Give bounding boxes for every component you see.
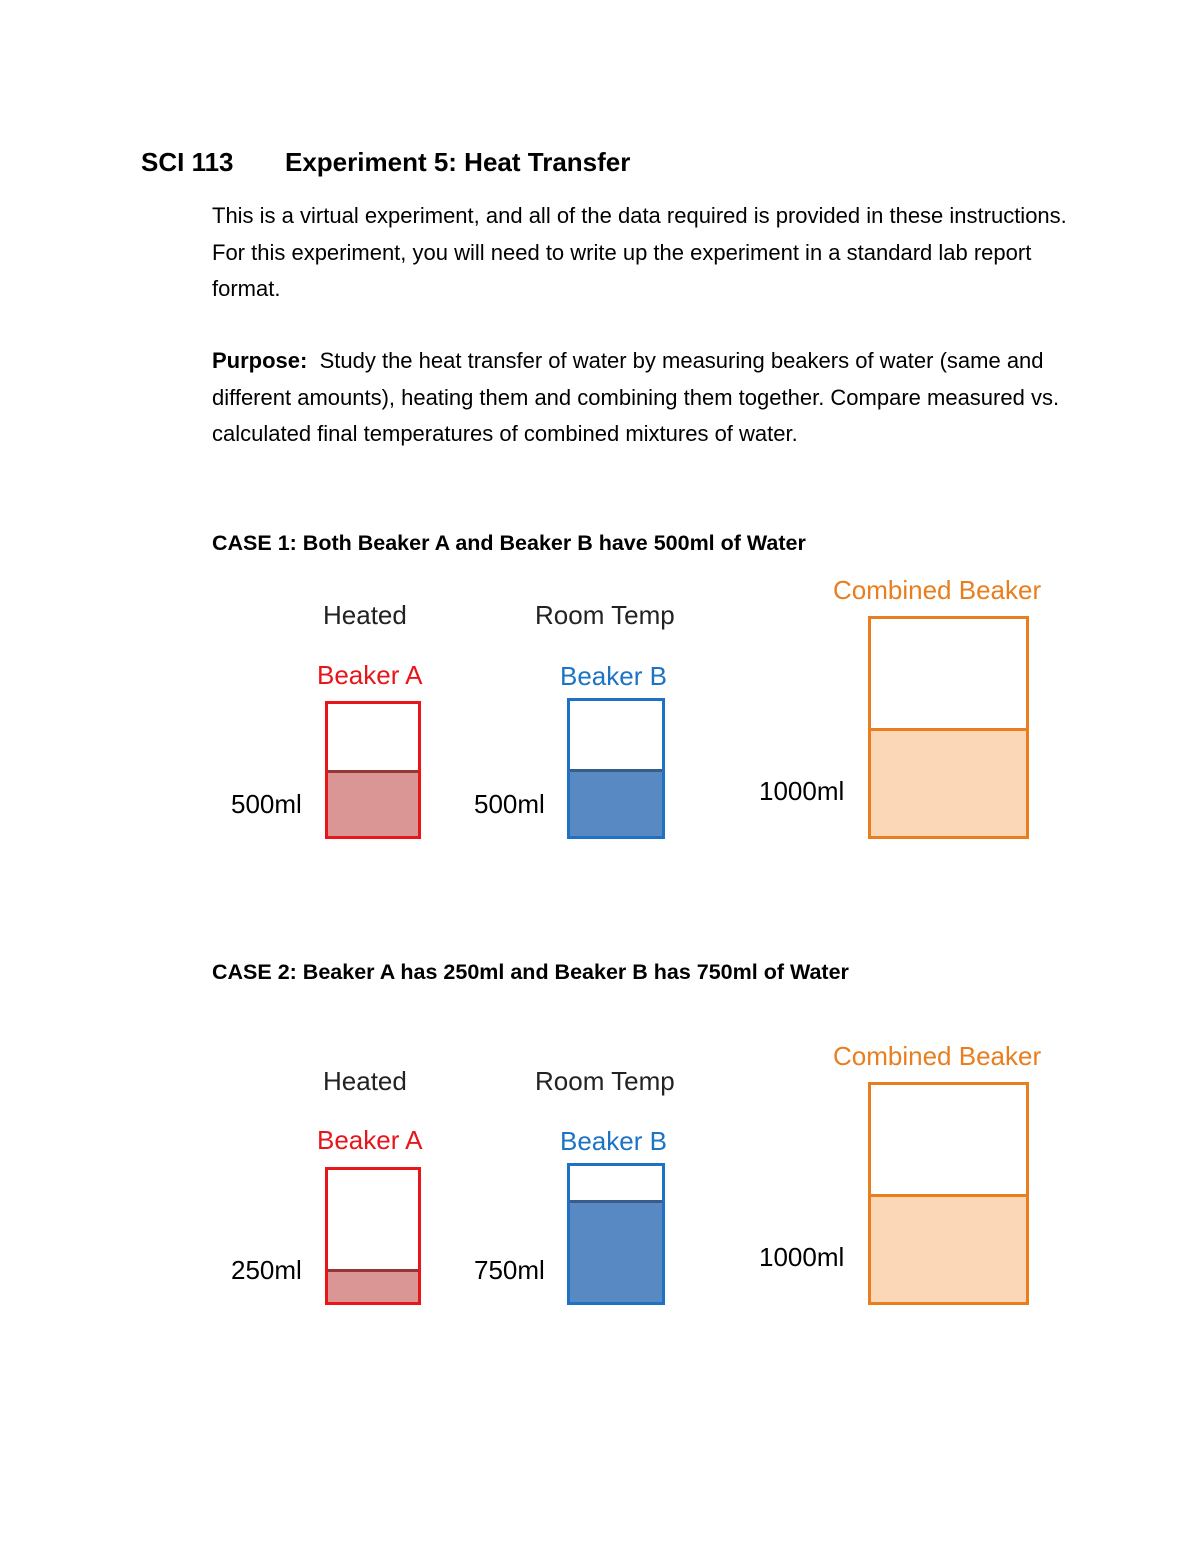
case-1-beaker-b-water [570,769,662,837]
case-2-combined-beaker-label: Combined Beaker [833,1041,1042,1071]
case-2-combined-beaker [868,1082,1029,1305]
case-2-combined-volume: 1000ml [759,1242,845,1272]
case-2-beaker-b-water [570,1200,662,1302]
intro-paragraph: This is a virtual experiment, and all of the data required is provided in these instructions. For this experiment, you will need to write up the experiment in a standard lab report format. [212,203,1067,301]
case-2-heading: CASE 2: Beaker A has 250ml and Beaker B has 750ml of Water [212,960,849,984]
case-2-beaker-b-volume: 750ml [474,1255,545,1285]
case-2-beaker-a-volume: 250ml [231,1255,302,1285]
case-2-beaker-a-label: Beaker A [317,1125,423,1155]
case-1-beaker-a-volume: 500ml [231,789,302,819]
case-1-beaker-b-label: Beaker B [560,661,667,691]
case-1-beaker-a [325,701,421,839]
course-code: SCI 113 [141,147,234,177]
case-1-combined-volume: 1000ml [759,776,845,806]
case-2-beaker-b-label: Beaker B [560,1126,667,1156]
purpose-paragraph [212,343,1072,453]
case-1-room-temp-label: Room Temp [535,600,675,630]
case-2-beaker-b [567,1163,665,1305]
purpose-text: Study the heat transfer of water by measuring beakers of water (same and different amounts), heating them and combining them together. Compare measured vs. calculated final temperatures of combined mixtures of water. [212,348,1060,446]
case-1-combined-water [871,728,1026,837]
case-2-beaker-a-water [328,1269,418,1302]
case-2-beaker-a [325,1167,421,1305]
case-1-heated-label: Heated [323,600,407,630]
case-2-combined-water [871,1194,1026,1303]
case-2-room-temp-label: Room Temp [535,1066,675,1096]
case-1-beaker-a-label: Beaker A [317,660,423,690]
case-1-heading: CASE 1: Both Beaker A and Beaker B have 500ml of Water [212,531,806,555]
purpose-label: Purpose: [212,348,308,373]
case-1-beaker-a-water [328,770,418,836]
case-1-beaker-b-volume: 500ml [474,789,545,819]
case-1-combined-beaker [868,616,1029,839]
case-1-combined-beaker-label: Combined Beaker [833,575,1042,605]
case-2-heated-label: Heated [323,1066,407,1096]
case-1-beaker-b [567,698,665,839]
page-title: Experiment 5: Heat Transfer [285,147,631,177]
